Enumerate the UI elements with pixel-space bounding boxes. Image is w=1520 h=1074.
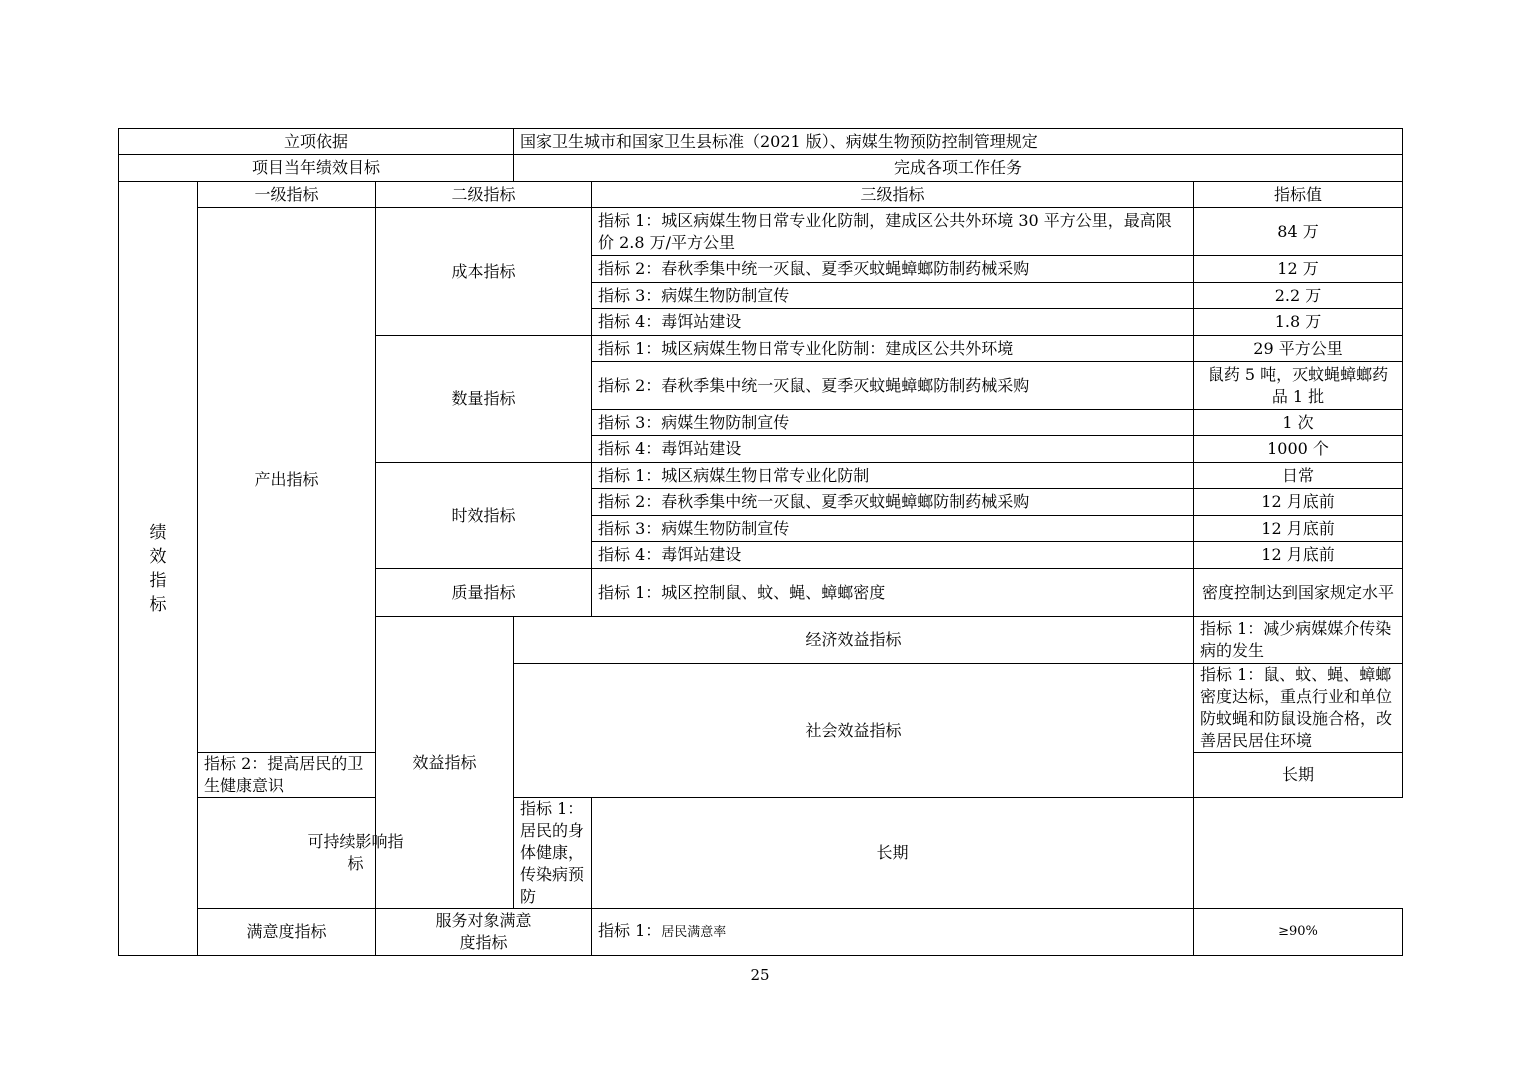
- indicator-value: 鼠药 5 吨，灭蚊蝇蟑螂药品 1 批: [1194, 362, 1403, 410]
- header-value: 指标值: [1194, 182, 1403, 208]
- table-row: [119, 798, 1403, 909]
- indicator-value: 1000 个: [1194, 436, 1403, 463]
- indicator-text: 指标 2：春秋季集中统一灭鼠、夏季灭蚊蝇蟑螂防制药械采购: [592, 256, 1194, 283]
- goal-label: 项目当年绩效目标: [119, 155, 514, 182]
- indicator-value: 29 平方公里: [1194, 336, 1403, 362]
- basis-row: [119, 129, 1403, 155]
- indicator-value: 日常: [1194, 463, 1403, 489]
- goal-row: [119, 155, 1403, 182]
- benefit-indicator-label: 效益指标: [376, 617, 514, 909]
- indicator-value: 12 月底前: [1194, 542, 1403, 569]
- quality-indicator-label: 质量指标: [376, 569, 592, 617]
- header-level1: 一级指标: [198, 182, 376, 208]
- performance-table: [118, 128, 1403, 956]
- indicator-text: 指标 1：鼠、蚊、蝇、蟑螂密度达标，重点行业和单位防蚊蝇和防鼠设施合格，改善居民居住环境: [1194, 664, 1403, 753]
- service-satisfaction-indicator-label: 服务对象满意度指标: [376, 909, 592, 956]
- indicator-text: 指标 3：病媒生物防制宣传: [592, 283, 1194, 309]
- indicator-value: 12 月底前: [1194, 489, 1403, 516]
- output-indicator-label: 产出指标: [198, 208, 376, 753]
- indicator-text: 指标 1：城区控制鼠、蚊、蝇、蟑螂密度: [592, 569, 1194, 617]
- header-row: [119, 182, 1403, 208]
- indicator-text: 指标 4：毒饵站建设: [592, 542, 1194, 569]
- table-row: [119, 208, 1403, 256]
- indicator-value: 2.2 万: [1194, 283, 1403, 309]
- indicator-text: 指标 4：毒饵站建设: [592, 309, 1194, 336]
- indicator-value: 长期: [592, 798, 1194, 909]
- indicator-text: 指标 1：城区病媒生物日常专业化防制: [592, 463, 1194, 489]
- indicator-text: 指标 3：病媒生物防制宣传: [592, 410, 1194, 436]
- indicator-prefix: 指标 1：: [598, 921, 662, 940]
- indicator-value: 密度控制达到国家规定水平: [1194, 569, 1403, 617]
- quantity-indicator-label: 数量指标: [376, 336, 592, 463]
- indicator-value: 12 万: [1194, 256, 1403, 283]
- indicator-text: 指标 2：提高居民的卫生健康意识: [198, 753, 376, 798]
- indicator-text: 指标 1：城区病媒生物日常专业化防制：建成区公共外环境: [592, 336, 1194, 362]
- page-number: 25: [750, 966, 770, 984]
- indicator-value: 12 月底前: [1194, 516, 1403, 542]
- indicator-text: 指标 1：城区病媒生物日常专业化防制，建成区公共外环境 30 平方公里，最高限价 2.8 万/平方公里: [592, 208, 1194, 256]
- goal-value: 完成各项工作任务: [514, 155, 1403, 182]
- timeliness-indicator-label: 时效指标: [376, 463, 592, 569]
- indicator-value: ≥90%: [1194, 909, 1403, 956]
- indicator-text: 指标 1：减少病媒媒介传染病的发生: [1194, 617, 1403, 664]
- indicator-text: 指标 1：居民的身体健康，传染病预防: [514, 798, 592, 909]
- economic-indicator-label: 经济效益指标: [514, 617, 1194, 664]
- header-level3: 三级指标: [592, 182, 1194, 208]
- indicator-text: 指标 3：病媒生物防制宣传: [592, 516, 1194, 542]
- indicator-value: 1 次: [1194, 410, 1403, 436]
- satisfaction-indicator-label: 满意度指标: [198, 909, 376, 956]
- indicator-value: 84 万: [1194, 208, 1403, 256]
- social-indicator-label: 社会效益指标: [514, 664, 1194, 798]
- performance-indicator-label: 绩效指标: [119, 182, 198, 956]
- indicator-value: 长期: [1194, 753, 1403, 798]
- indicator-detail: 居民满意率: [661, 925, 727, 940]
- indicator-text: 指标 4：毒饵站建设: [592, 436, 1194, 463]
- table-row: [119, 909, 1403, 956]
- basis-label: 立项依据: [119, 129, 514, 155]
- indicator-text: 指标 2：春秋季集中统一灭鼠、夏季灭蚊蝇蟑螂防制药械采购: [592, 362, 1194, 410]
- indicator-value: 1.8 万: [1194, 309, 1403, 336]
- header-level2: 二级指标: [376, 182, 592, 208]
- indicator-text: [592, 909, 1194, 956]
- cost-indicator-label: 成本指标: [376, 208, 592, 336]
- basis-value: 国家卫生城市和国家卫生县标准（2021 版）、病媒生物预防控制管理规定: [514, 129, 1403, 155]
- sustainable-indicator-label: 可持续影响指标: [198, 798, 514, 909]
- indicator-text: 指标 2：春秋季集中统一灭鼠、夏季灭蚊蝇蟑螂防制药械采购: [592, 489, 1194, 516]
